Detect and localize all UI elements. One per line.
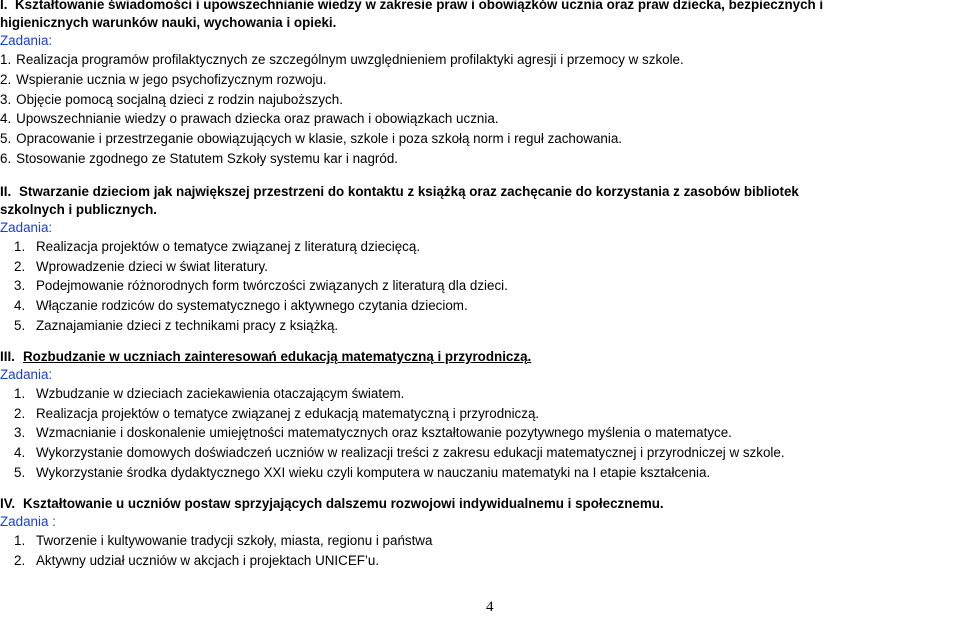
section-4-tasks-label: Zadania : <box>0 513 56 529</box>
list-item: 1. Wzbudzanie w dzieciach zaciekawienia otaczającym światem. <box>14 385 405 401</box>
section-4 <box>0 495 960 571</box>
section-1 <box>0 0 960 169</box>
section-3-task-list <box>0 384 960 483</box>
list-item: 3. Objęcie pomocą socjalną dzieci z rodzin najuboższych. <box>0 91 343 107</box>
page-number: 4 <box>486 599 494 615</box>
list-item: 4. Upowszechnianie wiedzy o prawach dziecka oraz prawach i obowiązkach ucznia. <box>0 111 499 127</box>
section-3-number: III. <box>0 348 15 364</box>
section-2-title-line-2: szkolnych i publicznych. <box>0 201 158 217</box>
section-1-title-line-2: higienicznych warunków nauki, wychowania i opieki. <box>0 15 337 30</box>
list-item: 6. Stosowanie zgodnego ze Statutem Szkoły systemu kar i nagród. <box>0 150 399 166</box>
section-2 <box>0 183 960 336</box>
list-item: 4. Włączanie rodziców do systematycznego i aktywnego czytania dzieciom. <box>14 298 468 314</box>
list-item: 2. Wprowadzenie dzieci w świat literatury. <box>14 258 268 274</box>
section-3-heading <box>0 348 955 366</box>
list-item: 5. Wykorzystanie środka dydaktycznego XXI wieku czyli komputera w nauczaniu matematyki na I etapie kształcenia. <box>14 464 711 480</box>
section-1-number: I. <box>0 0 8 12</box>
list-item: 5. Zaznajamianie dzieci z technikami pracy z książką. <box>14 317 339 333</box>
section-3 <box>0 348 960 483</box>
section-2-title-line-1: Stwarzanie dzieciom jak największej przestrzeni do kontaktu z książką oraz zachęcanie do korzystania z zasobów bibliotek <box>19 183 799 199</box>
list-item: 3. Wzmacnianie i doskonalenie umiejętności matematycznych oraz kształtowanie pozytywnego myślenia o matematyce. <box>14 425 732 441</box>
section-3-tasks-label: Zadania: <box>0 366 53 382</box>
section-4-number: IV. <box>0 495 16 511</box>
list-item: 1. Tworzenie i kultywowanie tradycji szkoły, miasta, regionu i państwa <box>14 532 433 548</box>
section-2-tasks-label: Zadania: <box>0 219 53 235</box>
section-1-heading <box>0 0 955 14</box>
list-item: 2. Realizacja projektów o tematyce związanej z edukacją matematyczną i przyrodniczą. <box>14 405 540 421</box>
section-1-tasks-label: Zadania: <box>0 33 53 48</box>
section-2-number: II. <box>0 183 12 199</box>
list-item: 2. Aktywny udział uczniów w akcjach i projektach UNICEF’u. <box>14 552 380 568</box>
list-item: 3. Podejmowanie różnorodnych form twórczości związanych z literaturą dla dzieci. <box>14 278 508 294</box>
list-item: 1. Realizacja programów profilaktycznych ze szczególnym uwzględnieniem profilaktyki agresji i przemocy w szkole. <box>0 52 684 67</box>
section-4-task-list <box>0 531 960 571</box>
section-2-heading <box>0 183 955 201</box>
list-item: 4. Wykorzystanie domowych doświadczeń uczniów w realizacji treści z zakresu edukacji matematycznej i przyrodniczej w szkole. <box>14 445 785 461</box>
section-3-title: Rozbudzanie w uczniach zainteresowań edukacją matematyczną i przyrodniczą. <box>23 348 532 364</box>
section-4-title: Kształtowanie u uczniów postaw sprzyjających dalszemu rozwojowi indywidualnemu i społecznemu. <box>23 495 664 511</box>
section-1-title-line-1: Kształtowanie świadomości i upowszechnianie wiedzy w zakresie praw i obowiązków ucznia oraz praw dziecka, bezpiecznych i <box>15 0 824 12</box>
section-2-task-list <box>0 237 960 336</box>
list-item: 5. Opracowanie i przestrzeganie obowiązujących w klasie, szkole i poza szkołą norm i reguł zachowania. <box>0 131 623 147</box>
list-item: 2. Wspieranie ucznia w jego psychofizycznym rozwoju. <box>0 71 327 87</box>
list-item: 1. Realizacja projektów o tematyce związanej z literaturą dziecięcą. <box>14 238 421 254</box>
section-1-task-list <box>0 50 960 169</box>
section-4-heading <box>0 495 955 513</box>
